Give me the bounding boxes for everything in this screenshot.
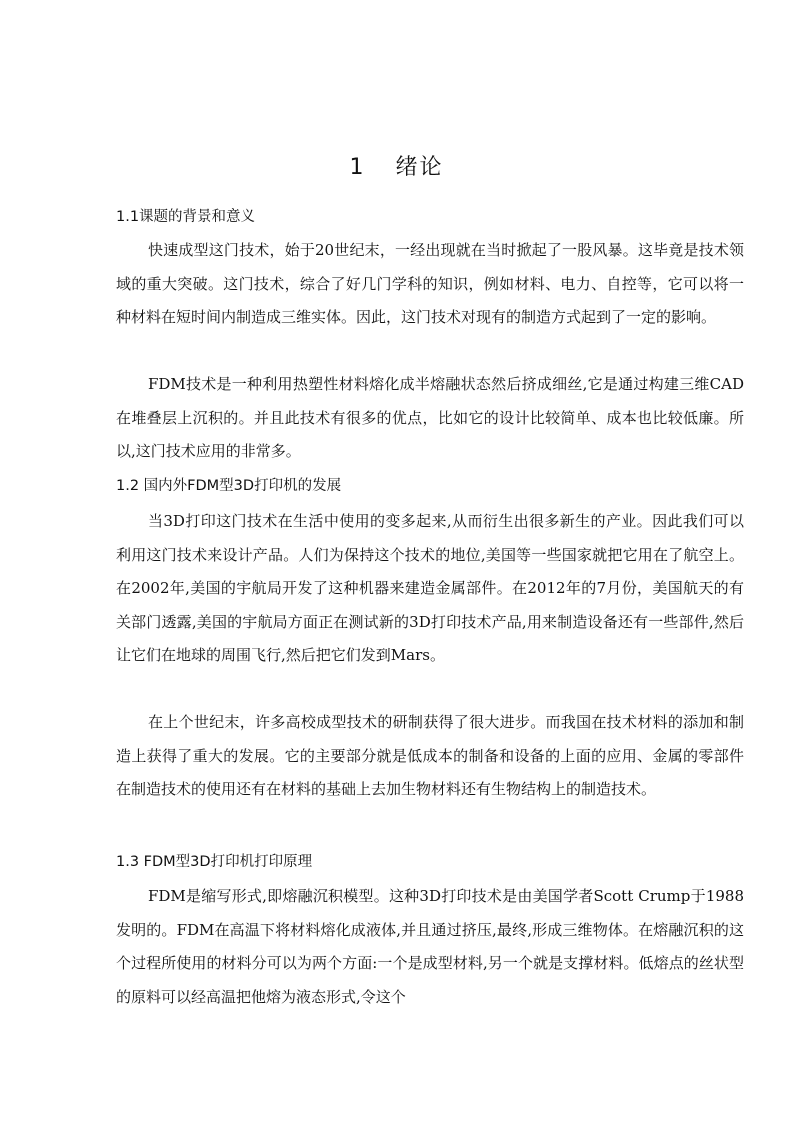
section-heading-1-2: 1.2 国内外FDM型3D打印机的发展 [116,478,342,494]
paragraph: 在上个世纪末，许多高校成型技术的研制获得了很大进步。而我国在技术材料的添加和制造上获得了重大的发展。它的主要部分就是低成本的制备和设备的上面的应用、金属的零部件在制造技术的使用还有在材料的基础上去加生物材料还有生物结构上的制造技术。 [116,713,744,798]
chapter-title-text: 绪论 [395,155,444,180]
chapter-title [0,150,793,181]
paragraph: 快速成型这门技术，始于20世纪末，一经出现就在当时掀起了一股风暴。这毕竟是技术领域的重大突破。这门技术，综合了好几门学科的知识，例如材料、电力、自控等，它可以将一种材料在短时间内制造成三维实体。因此，这门技术对现有的制造方式起到了一定的影响。 [116,241,744,326]
paragraph: FDM技术是一种利用热塑性材料熔化成半熔融状态然后挤成细丝,它是通过构建三维CAD在堆叠层上沉积的。并且此技术有很多的优点，比如它的设计比较简单、成本也比较低廉。所以,这门技术应用的非常多。 [116,375,744,460]
chapter-number: 1 [349,155,366,180]
paragraph: 当3D打印这门技术在生活中使用的变多起来,从而衍生出很多新生的产业。因此我们可以利用这门技术来设计产品。人们为保持这个技术的地位,美国等一些国家就把它用在了航空上。在2002年,美国的宇航局开发了这种机器来建造金属部件。在2012年的7月份，美国航天的有关部门透露,美国的宇航局方面正在测试新的3D打印技术产品,用来制造设备还有一些部件,然后让它们在地球的周围飞行,然后把它们发到Mars。 [116,512,744,664]
paragraph: FDM是缩写形式,即熔融沉积模型。这种3D打印技术是由美国学者Scott Crump于1988发明的。FDM在高温下将材料熔化成液体,并且通过挤压,最终,形成三维物体。在熔融沉积的这个过程所使用的材料分可以为两个方面:一个是成型材料,另一个就是支撑材料。低熔点的丝状型的原料可以经高温把他熔为液态形式,令这个 [116,887,744,1006]
section-heading-1-1: 1.1课题的背景和意义 [116,209,256,225]
section-heading-1-3: 1.3 FDM型3D打印机打印原理 [116,854,313,870]
